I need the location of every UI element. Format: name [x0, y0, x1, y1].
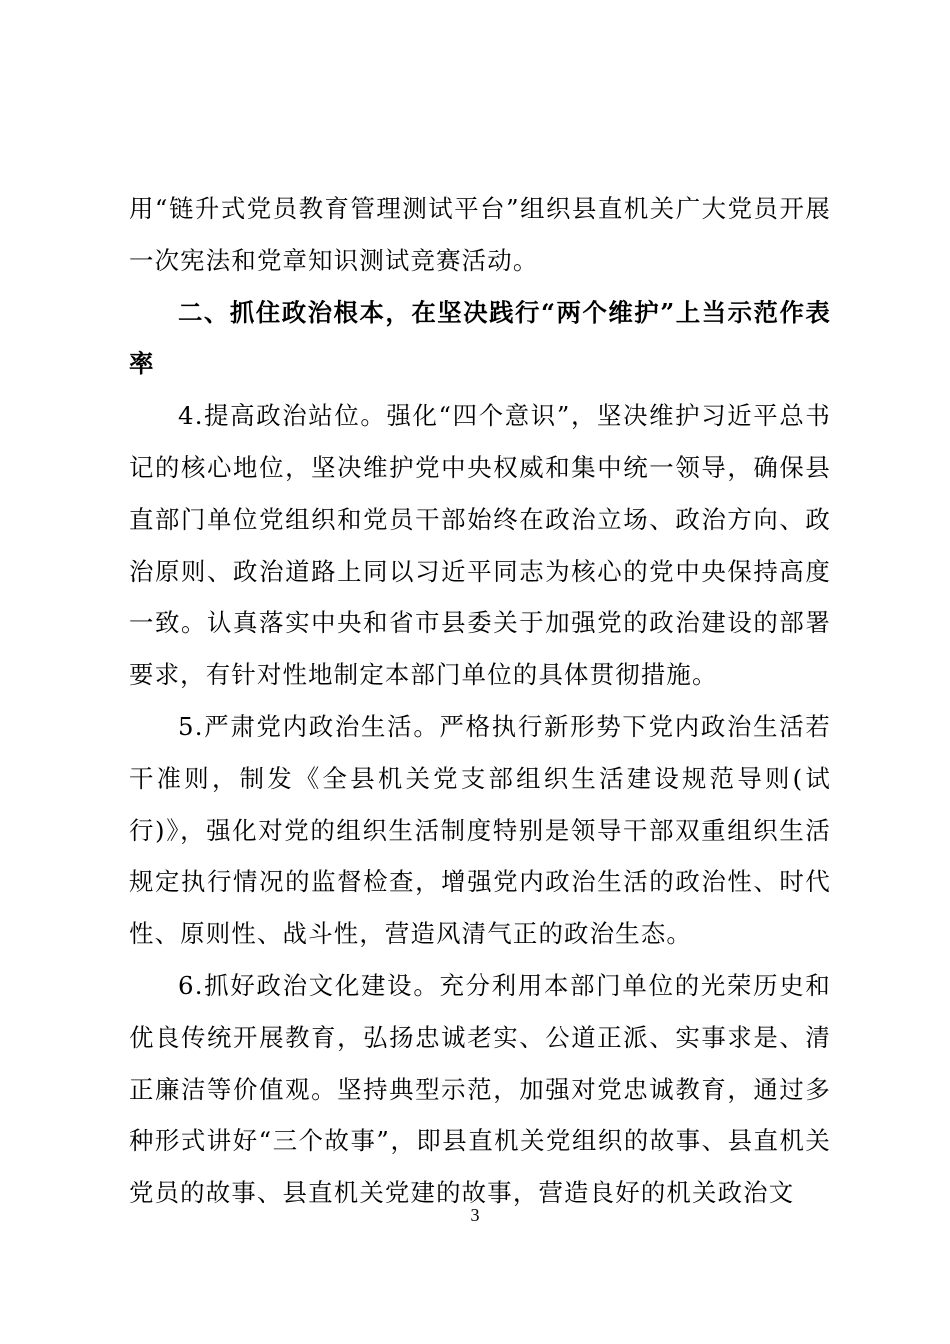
paragraph-item-4: 4.提高政治站位。强化“四个意识”，坚决维护习近平总书记的核心地位，坚决维护党中央权威和集中统一领导，确保县直部门单位党组织和党员干部始终在政治立场、政治方向、政治原则、政治道路上同以习近平同志为核心的党中央保持高度一致。认真落实中央和省市县委关于加强党的政治建设的部署要求，有针对性地制定本部门单位的具体贯彻措施。	[129, 401, 831, 690]
paragraph-item-5: 5.严肃党内政治生活。严格执行新形势下党内政治生活若干准则，制发《全县机关党支部组织生活建设规范导则(试行)》，强化对党的组织生活制度特别是领导干部双重组织生活规定执行情况的监督检查，增强党内政治生活的政治性、时代性、原则性、战斗性，营造风清气正的政治生态。	[129, 711, 831, 949]
paragraph-continuation: 用“链升式党员教育管理测试平台”组织县直机关广大党员开展一次宪法和党章知识测试竞赛活动。	[129, 194, 831, 275]
page-number: 3	[470, 1205, 480, 1225]
document-body	[129, 183, 831, 1219]
section-heading: 二、抓住政治根本，在坚决践行“两个维护”上当示范作表率	[129, 297, 831, 379]
paragraph-item-6: 6.抓好政治文化建设。充分利用本部门单位的光荣历史和优良传统开展教育，弘扬忠诚老实、公道正派、实事求是、清正廉洁等价值观。坚持典型示范，加强对党忠诚教育，通过多种形式讲好“三个故事”，即县直机关党组织的故事、县直机关党员的故事、县直机关党建的故事，营造良好的机关政治文	[129, 970, 831, 1208]
